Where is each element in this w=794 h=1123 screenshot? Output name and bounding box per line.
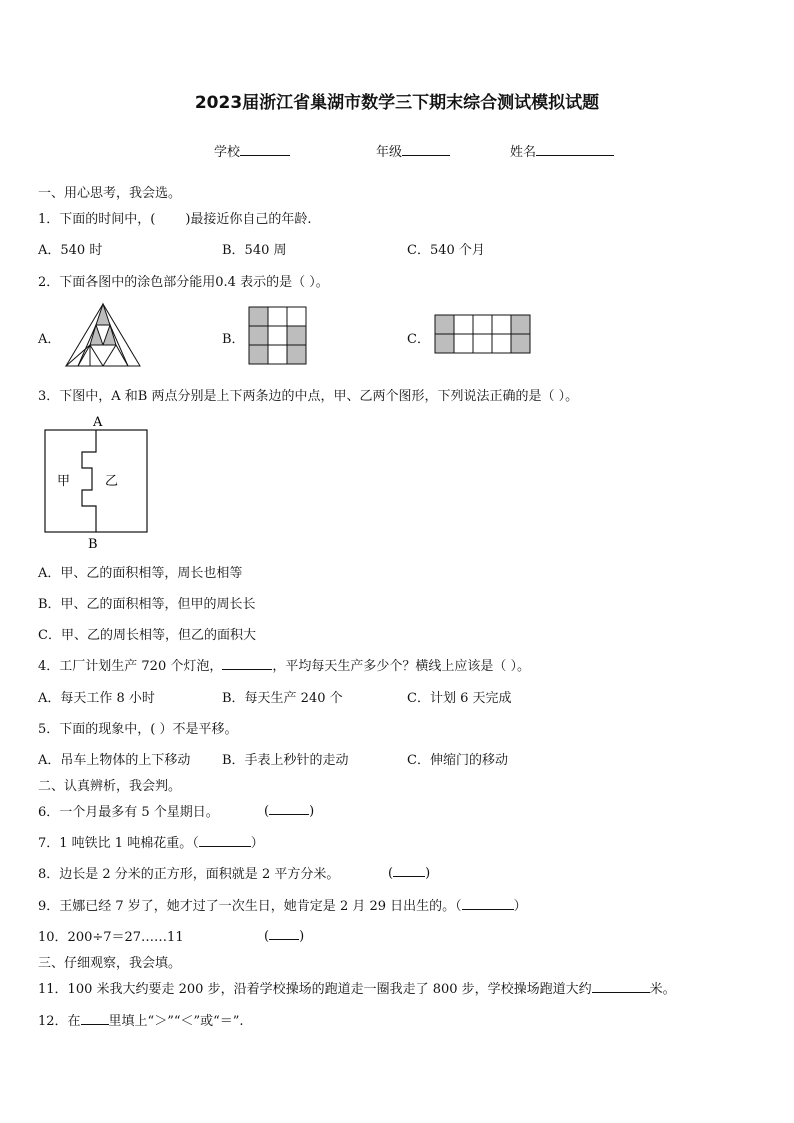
- grid-3x3-figure: [248, 306, 308, 366]
- triangle-figure: [64, 302, 142, 368]
- section-2-heading: 二、认真辨析，我会判。: [38, 779, 182, 794]
- q5-option-a[interactable]: A．吊车上物体的上下移动: [38, 753, 191, 768]
- q4-option-a[interactable]: A．每天工作 8 小时: [38, 691, 155, 706]
- question-2: 2．下面各图中的涂色部分能用0.4 表示的是（ ）。: [38, 275, 329, 290]
- question-6: 6．一个月最多有 5 个星期日。: [38, 805, 219, 820]
- question-3: 3．下图中，A 和B 两点分别是上下两条边的中点，甲、乙两个图形，下列说法正确的是（ ）。: [38, 389, 579, 404]
- question-1: 1．下面的时间中，( )最接近你自己的年龄.: [38, 212, 312, 227]
- school-blank[interactable]: [240, 142, 290, 156]
- question-10: 10．200÷7＝27……11: [38, 930, 184, 945]
- q7-answer-paren[interactable]: （ ）: [192, 836, 264, 851]
- q4-option-b[interactable]: B．每天生产 240 个: [222, 691, 343, 706]
- page-title: 2023届浙江省巢湖市数学三下期末综合测试模拟试题: [194, 93, 600, 113]
- q10-answer-paren[interactable]: ( ): [264, 926, 304, 944]
- answer-blank[interactable]: [592, 979, 650, 993]
- q1-option-b[interactable]: B．540 周: [222, 243, 287, 258]
- q3-option-b[interactable]: B．甲、乙的面积相等，但甲的周长长: [38, 597, 256, 612]
- q4-option-c[interactable]: C．计划 6 天完成: [407, 691, 512, 706]
- grade-field: 年级: [376, 141, 450, 160]
- q3-option-a[interactable]: A．甲、乙的面积相等，周长也相等: [38, 566, 243, 581]
- region-yi-label: 乙: [105, 474, 119, 489]
- question-8: 8．边长是 2 分米的正方形，面积就是 2 平方分米。: [38, 867, 340, 882]
- q6-answer-paren[interactable]: ( ): [264, 801, 314, 819]
- question-5: 5．下面的现象中，( ）不是平移。: [38, 722, 238, 737]
- q9-answer-paren[interactable]: （ ）: [455, 899, 527, 914]
- q3-option-c[interactable]: C．甲、乙的周长相等，但乙的面积大: [38, 628, 256, 643]
- q2-option-b[interactable]: B．: [222, 332, 245, 347]
- region-jia-label: 甲: [57, 474, 71, 489]
- rectangle-split-figure: [40, 412, 152, 552]
- q2-option-a[interactable]: A．: [38, 332, 61, 347]
- answer-blank[interactable]: [81, 1011, 109, 1025]
- grade-blank[interactable]: [402, 142, 450, 156]
- question-12: 12．在 里填上“＞”“＜”或“＝”.: [38, 1010, 244, 1029]
- name-field: 姓名: [510, 141, 614, 160]
- q5-option-c[interactable]: C．伸缩门的移动: [407, 753, 508, 768]
- question-4: 4．工厂计划生产 720 个灯泡， ，平均每天生产多少个？横线上应该是（ ）。: [38, 655, 530, 674]
- name-blank[interactable]: [536, 142, 614, 156]
- grid-2x5-figure: [434, 314, 534, 356]
- q1-option-c[interactable]: C．540 个月: [407, 243, 485, 258]
- question-9: 9．王娜已经 7 岁了，她才过了一次生日，她肯定是 2 月 29 日出生的。（ ）: [38, 895, 527, 914]
- school-field: 学校: [214, 141, 290, 160]
- q1-option-a[interactable]: A．540 时: [38, 243, 103, 258]
- q8-answer-paren[interactable]: ( ): [388, 863, 430, 881]
- question-11: 11．100 米我大约要走 200 步，沿着学校操场的跑道走一圈我走了 800 步，学校操场跑道大约 米。: [38, 978, 676, 997]
- point-b-label: B: [88, 537, 98, 552]
- q5-option-b[interactable]: B．手表上秒针的走动: [222, 753, 349, 768]
- answer-blank[interactable]: [222, 656, 272, 670]
- q2-option-c[interactable]: C．: [407, 332, 430, 347]
- point-a-label: A: [93, 415, 103, 430]
- section-3-heading: 三、仔细观察，我会填。: [38, 956, 182, 971]
- section-1-heading: 一、用心思考，我会选。: [38, 186, 182, 201]
- question-7: 7．1 吨铁比 1 吨棉花重。（ ）: [38, 832, 264, 851]
